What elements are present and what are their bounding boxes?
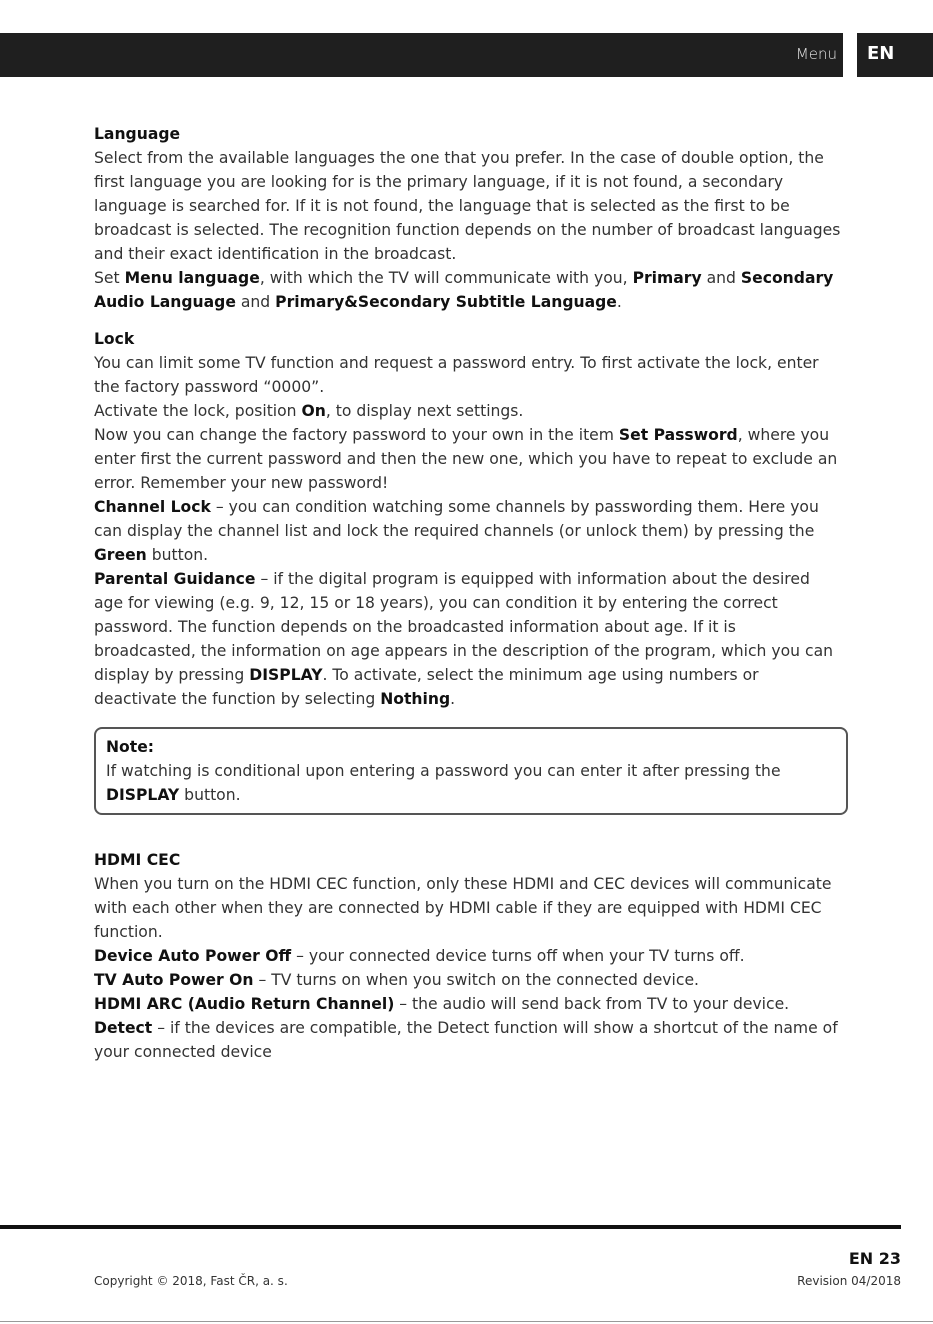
revision: Revision 04/2018	[797, 1274, 901, 1288]
language-badge	[857, 33, 933, 77]
language-title: Language	[94, 125, 181, 143]
hdmi-intro: When you turn on the HDMI CEC function, only these HDMI and CEC devices will communicate with each other when they are connected by HDMI cable if they are equipped with HDMI CEC function.	[94, 875, 832, 941]
footer-rule	[0, 1225, 901, 1229]
hdmi-title: HDMI CEC	[94, 851, 181, 869]
channel-lock: Channel Lock – you can condition watching some channels by passwording them. Here you can display the channel list and lock the required channels (or unlock them) by pressing the Green button.	[94, 498, 819, 564]
page-content	[94, 122, 842, 1064]
lock-title: Lock	[94, 330, 135, 348]
note-box	[94, 727, 848, 815]
language-body: Select from the available languages the one that you prefer. In the case of double option, the first language you are looking for is the primary language, if it is not found, a secondary language is searched for. If it is not found, the language that is selected as the first to be broadcast is selected. The recognition function depends on the number of broadcast languages and their exact identification in the broadcast.	[94, 149, 841, 263]
lock-intro: You can limit some TV function and request a password entry. To first activate the lock, enter the factory password “0000”.	[94, 354, 819, 396]
parental-guidance: Parental Guidance – if the digital program is equipped with information about the desired age for viewing (e.g. 9, 12, 15 or 18 years), you can condition it by entering the correct password. The function depends on the broadcasted information about age. If it is broadcasted, the information on age appears in the description of the program, which you can display by pressing DISPLAY. To activate, select the minimum age using numbers or deactivate the function by selecting Nothing.	[94, 570, 834, 708]
language-badge-label: EN	[867, 43, 895, 64]
device-auto-power-off: Device Auto Power Off – your connected device turns off when your TV turns off.	[94, 947, 745, 965]
lock-password: Now you can change the factory password to your own in the item Set Password, where you enter first the current password and then the new one, which you have to repeat to exclude an error. Remember your new password!	[94, 426, 838, 492]
language-settings: Set Menu language, with which the TV will communicate with you, Primary and Secondary Audio Language and Primary&Secondary Subtitle Language.	[94, 269, 834, 311]
bottom-line	[0, 1321, 933, 1322]
lock-activate: Activate the lock, position On, to display next settings.	[94, 402, 524, 420]
tv-auto-power-on: TV Auto Power On – TV turns on when you switch on the connected device.	[94, 971, 699, 989]
copyright: Copyright © 2018, Fast ČR, a. s.	[94, 1274, 288, 1288]
note-text: If watching is conditional upon entering a password you can enter it after pressing the DISPLAY button.	[106, 762, 781, 804]
detect: Detect – if the devices are compatible, the Detect function will show a shortcut of the name of your connected device	[94, 1019, 838, 1061]
page-number: EN 23	[848, 1249, 901, 1268]
hdmi-arc: HDMI ARC (Audio Return Channel) – the audio will send back from TV to your device.	[94, 995, 790, 1013]
menu-label: Menu	[795, 45, 837, 63]
note-title: Note:	[106, 738, 155, 756]
header-bar	[0, 33, 843, 77]
